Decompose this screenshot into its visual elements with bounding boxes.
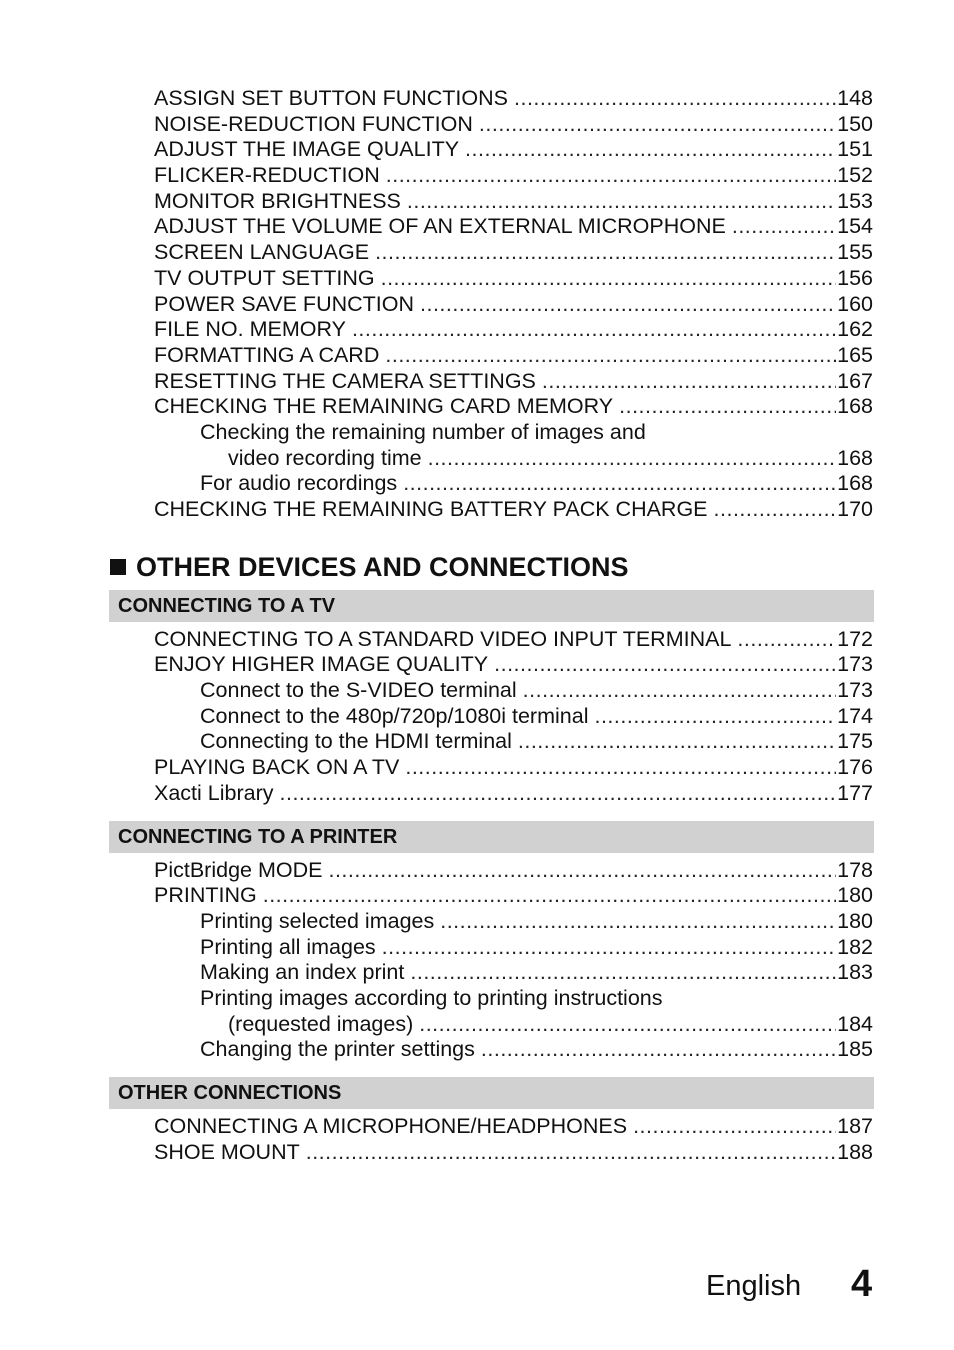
toc-entry-title: CONNECTING TO A STANDARD VIDEO INPUT TERMINAL [154,626,732,651]
toc-subentry[interactable] [200,678,873,704]
toc-entry-title: CHECKING THE REMAINING CARD MEMORY [154,394,614,419]
toc-entry-page: 172 [837,626,873,651]
toc-entry[interactable] [154,214,873,240]
toc-entry-page: 183 [837,960,873,985]
toc-subentry[interactable] [228,1012,873,1038]
toc-entry-page: 173 [837,652,873,677]
toc-subentry[interactable] [200,1037,873,1063]
toc-entry[interactable] [154,497,873,523]
square-bullet-icon [110,559,126,575]
toc-entry-page: 160 [837,291,873,316]
toc-entry[interactable] [154,627,873,653]
toc-entry-page: 187 [837,1114,873,1138]
toc-entry-page: 156 [837,265,873,290]
dot-leader [405,755,836,781]
dot-leader [328,858,836,884]
toc-entry-title: Checking the remaining number of images and [200,419,646,444]
toc-entry-title: ADJUST THE VOLUME OF AN EXTERNAL MICROPHONE [154,214,726,239]
toc-entry-page: 180 [837,883,873,908]
toc-entry[interactable] [154,1140,873,1166]
toc-entry-title: FORMATTING A CARD [154,342,380,367]
dot-leader [419,1012,836,1038]
toc-entry-title: PRINTING [154,883,257,908]
toc-subentry[interactable] [200,935,873,961]
toc-entry-title: ENJOY HIGHER IMAGE QUALITY [154,652,489,677]
toc-entry-page: 153 [837,188,873,213]
other-entry-list [0,1114,954,1165]
top-entry-list [0,86,954,420]
dot-leader [479,112,836,138]
toc-subentry[interactable] [200,729,873,755]
toc-entry[interactable] [154,369,873,395]
dot-leader [306,1140,836,1166]
toc-entry-title: Printing selected images [200,908,435,933]
toc-entry-title: NOISE-REDUCTION FUNCTION [154,111,473,136]
toc-entry-page: 188 [837,1139,873,1164]
toc-entry[interactable] [154,343,873,369]
toc-entry[interactable] [154,1114,873,1140]
toc-entry-page: 176 [837,755,873,780]
printer-entry-list [0,858,954,986]
dot-leader [420,292,836,318]
toc-subentry[interactable] [200,909,873,935]
toc-entry-title: CONNECTING A MICROPHONE/HEADPHONES [154,1114,628,1138]
toc-entry[interactable] [154,266,873,292]
dot-leader [523,678,836,704]
toc-entry-page: 152 [837,163,873,188]
toc-entry[interactable] [154,755,873,781]
toc-entry-title: RESETTING THE CAMERA SETTINGS [154,368,536,393]
dot-leader [263,883,836,909]
toc-entry[interactable] [154,112,873,138]
toc-entry[interactable] [154,858,873,884]
toc-entry-title: ASSIGN SET BUTTON FUNCTIONS [154,86,508,110]
toc-entry[interactable] [154,163,873,189]
section-title: OTHER DEVICES AND CONNECTIONS [136,551,629,582]
toc-entry-page: 168 [837,394,873,419]
dot-leader [633,1114,836,1140]
dot-leader [465,137,836,163]
dot-leader [714,497,837,523]
toc-entry[interactable] [154,86,873,112]
toc-subentry[interactable] [200,471,873,497]
toc-entry-page: 175 [837,729,873,754]
toc-entry-title: (requested images) [228,1011,414,1036]
toc-subentry[interactable] [228,446,873,472]
toc-entry[interactable] [154,652,873,678]
toc-entry-title: Printing images according to printing instructions [200,985,663,1010]
toc-entry[interactable] [154,883,873,909]
toc-entry-page: 168 [837,471,873,496]
toc-entry-title: CHECKING THE REMAINING BATTERY PACK CHARGE [154,497,708,521]
toc-entry-page: 178 [837,857,873,882]
toc-entry-title: Connecting to the HDMI terminal [200,729,512,754]
toc-entry-page: 174 [837,703,873,728]
toc-entry-title: PictBridge MODE [154,857,323,882]
toc-entry-page: 162 [837,317,873,342]
toc-entry-title: SHOE MOUNT [154,1139,300,1164]
dot-leader [385,343,836,369]
subsection-bar-tv [109,590,874,622]
toc-entry-page: 170 [837,497,873,521]
toc-entry-title: SCREEN LANGUAGE [154,240,370,265]
dot-leader [440,909,836,935]
toc-entry-title: PLAYING BACK ON A TV [154,755,400,780]
toc-entry[interactable] [154,189,873,215]
toc-entry-page: 167 [837,368,873,393]
toc-entry-title: Connect to the S-VIDEO terminal [200,678,517,703]
subsection-title: CONNECTING TO A TV [118,594,336,617]
toc-entry-title: Making an index print [200,960,405,985]
toc-entry-page: 148 [837,86,873,110]
toc-entry-title: Connect to the 480p/720p/1080i terminal [200,703,589,728]
toc-entry-page: 155 [837,240,873,265]
toc-entry-title: Printing all images [200,934,376,959]
dot-leader [494,652,836,678]
subsection-title: CONNECTING TO A PRINTER [118,825,398,848]
toc-entry-page: 173 [837,678,873,703]
toc-entry-title: For audio recordings [200,471,398,496]
dot-leader [594,704,836,730]
toc-entry[interactable] [154,292,873,318]
toc-entry-title: video recording time [228,445,422,470]
toc-entry-page: 177 [837,780,873,805]
subsection-bar-printer [109,821,874,853]
toc-entry-title: FILE NO. MEMORY [154,317,346,342]
dot-leader [386,163,836,189]
toc-entry-page: 150 [837,111,873,136]
toc-entry-title: Xacti Library [154,780,274,805]
dot-leader [382,935,836,961]
dot-leader [280,781,837,807]
dot-leader [542,369,836,395]
dot-leader [381,266,837,292]
page-number: 4 [851,1263,873,1305]
subsection-title: OTHER CONNECTIONS [118,1082,342,1104]
toc-entry-page: 154 [837,214,873,239]
subsection-bar-other [109,1077,874,1109]
dot-leader [375,240,836,266]
dot-leader [352,317,836,343]
toc-entry[interactable] [154,317,873,343]
dot-leader [403,471,836,497]
toc-entry-title: TV OUTPUT SETTING [154,265,375,290]
toc-entry-page: 185 [837,1037,873,1062]
dot-leader [481,1037,836,1063]
toc-entry[interactable] [154,240,873,266]
section-heading [110,549,954,585]
toc-entry-page: 182 [837,934,873,959]
toc-subentry-wrap-line [200,420,873,446]
dot-leader [737,627,836,653]
dot-leader [514,86,836,112]
dot-leader [428,446,837,472]
toc-entry-page: 165 [837,342,873,367]
toc-entry-title: ADJUST THE IMAGE QUALITY [154,137,460,162]
toc-entry[interactable] [154,781,873,807]
toc-entry-page: 168 [837,445,873,470]
dot-leader [410,960,836,986]
toc-entry-title: Changing the printer settings [200,1037,475,1062]
toc-entry-title: FLICKER-REDUCTION [154,163,380,188]
toc-subentry[interactable] [200,960,873,986]
toc-entry-title: POWER SAVE FUNCTION [154,291,415,316]
footer-language: English [706,1270,802,1302]
toc-subentry[interactable] [200,704,873,730]
dot-leader [518,729,836,755]
toc-entry[interactable] [154,137,873,163]
toc-entry-page: 151 [837,137,873,162]
toc-entry-page: 180 [837,908,873,933]
toc-entry-page: 184 [837,1011,873,1036]
toc-entry[interactable] [154,394,873,420]
dot-leader [619,394,836,420]
tv-entry-list [0,627,954,807]
toc-entry-title: MONITOR BRIGHTNESS [154,188,401,213]
table-of-contents [0,86,954,1165]
toc-subentry-wrap-line [200,986,873,1012]
dot-leader [732,214,836,240]
dot-leader [407,189,836,215]
